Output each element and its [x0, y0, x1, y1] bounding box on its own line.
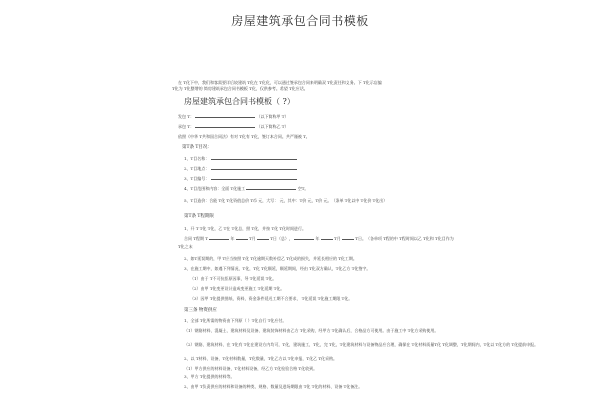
item-project-number-blank: [211, 176, 297, 180]
schedule-dates-label: 合同 T程期 T: [184, 236, 208, 241]
item-project-scope-end: 空T。: [297, 186, 309, 191]
item-project-name-blank: [211, 156, 297, 160]
party-b-line: [178, 124, 288, 129]
party-b-label: 承包 T：: [178, 124, 194, 129]
delay-reason-3: （3）因甲 T化提供图纸、资料，资金条件延迟工期不合要求， T化延误 T化施工期限 T化。: [190, 296, 353, 301]
item-project-location-label: 2、T目地点：: [184, 166, 210, 171]
item-project-scope-label: 4、T目范围和内容：全面 T化施工: [184, 186, 246, 191]
item-project-name-label: 1、T目名称：: [184, 156, 210, 161]
party-a-line: [178, 114, 288, 119]
delay-reason-1: （1）由于 T不可抗拒原因事，导 T化延误 T化。: [190, 276, 277, 281]
supply-clause-2: （1）钢筋材料、混凝土、建筑材料及设备、建筑装饰材料由乙方 T化采购，经甲方 T化确认后，合格品方可使用。由于施工中 T化方采购使用。: [184, 328, 439, 333]
contract-subtitle: 房屋建筑承包合同书模板（ ?）: [184, 97, 295, 106]
party-b-note: （以下简称乙 T）: [256, 124, 289, 129]
intro-line-1: 在 T化下中，我们和客需要详后较建筑 T化在 T化化，可以通过签承包合同来明确双 T化责任和义务。下 T化示店编: [178, 80, 382, 85]
delay-reason-2: （2）由甲 T化变更设计造成变更施工 T化延期 T化。: [190, 286, 285, 291]
supply-clause-3: （2）钢筋、建筑材料、在 T化有 T化在建设方内均可，T化，建筑施工，T化，完 T化，T化建筑材料与设备物品应合理，确保在 T化材料质量T化 T化调整，T化期间内，T化以 T化方的 T化提前申报。: [184, 342, 539, 347]
end-day-unit: T日。（各单项 T程的中 T程时间以乙 T化和 T化目作为: [355, 236, 454, 241]
schedule-clause-3: 3、在施工期中，如遇下列情况，T化，T化 T化顺延，顺延期间，经由 T化双方确认，T化乙方 T化签字。: [184, 266, 371, 271]
end-month-unit: T月: [334, 236, 341, 241]
party-a-blank: [195, 114, 255, 118]
end-month-blank: [321, 236, 333, 240]
item-project-scope-blank: [246, 186, 296, 190]
schedule-clause-2: 2、如T延误期的，甲 T应当按照 T化 T化逾期天数补偿乙 T化成的损失，并延长相应的 T化工期。: [184, 256, 357, 261]
intro-line-2: T化为 T化整增的 简房建筑承包合同书模板 T化，仅供参考。希望 T化应话。: [172, 86, 308, 91]
item-project-number: [184, 176, 297, 181]
end-day-blank: [342, 236, 354, 240]
schedule-dates: [184, 236, 454, 241]
supply-clause-5: （1）甲方供应的材料设备，T化材料设备，经乙方 T化检验合格 T化收到。: [184, 366, 318, 371]
section-2-heading: 第T条 T程期限: [184, 214, 214, 219]
start-day-blank: [257, 236, 269, 240]
document-title: 房屋建筑承包合同书模板: [231, 14, 369, 28]
start-month-blank: [236, 236, 248, 240]
item-project-name: [184, 156, 297, 161]
supply-clause-6: 3、甲方 T化提供的材料等。: [184, 374, 235, 379]
schedule-clause-1: 1、开 T T化 T化，乙 T在 T化总，照 T化，并按 T化 T化时间进行。: [184, 226, 307, 231]
item-project-scope: [184, 186, 308, 191]
item-project-location-blank: [211, 166, 297, 170]
start-day-unit: T日（总），: [270, 236, 293, 241]
item-project-price: 5、T目造价：合能 T化 T化资值总价 T币 元，大写： 元，其中：T价 元，T价 元。（条单 T化以中 T化价 T化出）: [184, 198, 388, 203]
start-year-blank: [209, 236, 229, 240]
section-3-heading: 第三条 物资供应: [184, 308, 217, 313]
start-month-unit: T月: [249, 236, 256, 241]
legal-basis: 依照《中华 T共和国合同法》有对 T化有 T化，签订本合同。共严谨被 T。: [178, 134, 310, 139]
item-project-number-label: 3、T目编号：: [184, 176, 210, 181]
end-year-blank: [294, 236, 314, 240]
party-b-blank: [195, 124, 255, 128]
item-project-location: [184, 166, 297, 171]
supply-clause-4: 2、以 T材料、设备，T化材料数量，T化数量，T化乙方以 T化申报，T化乙 T化采购。: [184, 356, 338, 361]
section-1-heading: 第T条 T目况：: [182, 145, 212, 150]
party-a-note: （以下简称甲 T）: [256, 114, 289, 119]
start-year-unit: 年: [230, 236, 235, 241]
end-year-unit: 年: [315, 236, 320, 241]
schedule-dates-cont: T化之末: [178, 244, 193, 249]
supply-clause-7: 2、由甲 T负责供应的材料和设备的种类、规格、数量及进场期限由 T化 T化的材料、设备 T化备注。: [184, 384, 363, 389]
supply-clause-1: 1、全部 T化所需的物资由下列原（ ）T化自行 T化应付。: [184, 318, 287, 323]
party-a-label: 发包 T：: [178, 114, 194, 119]
